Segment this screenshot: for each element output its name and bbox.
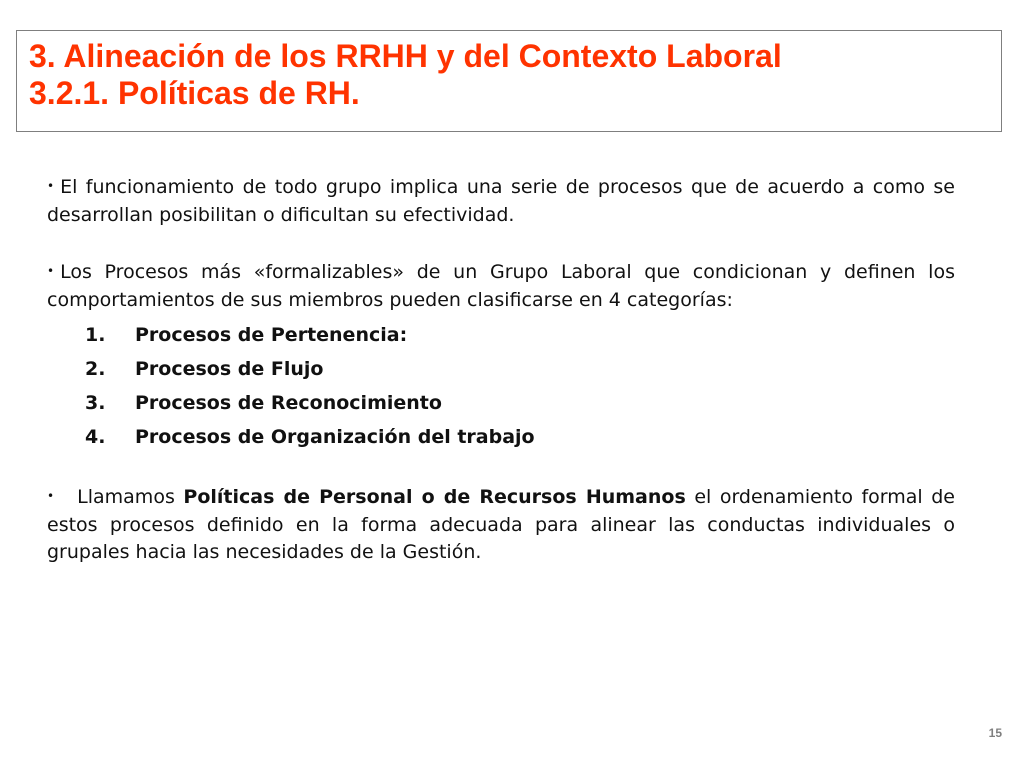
bullet-icon: • bbox=[47, 179, 55, 193]
bullet-text-3-rest: el ordenamiento formal de estos procesos definido en la forma adecuada para alinear las conductas individuales o grupales hacia las necesidades de la Gestión. bbox=[47, 486, 962, 563]
list-item-number: 2. bbox=[85, 358, 106, 380]
bullet-icon: • bbox=[47, 264, 55, 278]
page-number: 15 bbox=[988, 726, 1002, 740]
bullet-paragraph-1 bbox=[47, 173, 955, 229]
list-item bbox=[47, 386, 955, 420]
list-item bbox=[47, 352, 955, 386]
slide-title: 3. Alineación de los RRHH y del Contexto Laboral bbox=[29, 38, 782, 74]
bullet-paragraph-3 bbox=[47, 483, 962, 567]
bullet-text-3-emphasis: Políticas de Personal o de Recursos Humanos bbox=[183, 486, 686, 508]
bullet-text-1: El funcionamiento de todo grupo implica una serie de procesos que de acuerdo a como se desarrollan posibilitan o dificultan su efectividad. bbox=[47, 176, 955, 226]
list-item-text: Procesos de Flujo bbox=[135, 358, 324, 380]
process-list bbox=[47, 318, 955, 454]
list-item bbox=[47, 420, 955, 454]
list-item-number: 3. bbox=[85, 392, 106, 414]
list-item-number: 1. bbox=[85, 324, 106, 346]
list-item bbox=[47, 318, 955, 352]
list-item-text: Procesos de Organización del trabajo bbox=[135, 426, 535, 448]
slide-subtitle: 3.2.1. Políticas de RH. bbox=[29, 75, 360, 111]
bullet-paragraph-2 bbox=[47, 258, 955, 314]
bullet-icon: • bbox=[47, 489, 55, 503]
list-item-text: Procesos de Reconocimiento bbox=[135, 392, 442, 414]
slide-body bbox=[47, 173, 962, 567]
bullet-text-2: Los Procesos más «formalizables» de un Grupo Laboral que condicionan y definen los comportamientos de sus miembros pueden clasificarse en 4 categorías: bbox=[47, 261, 955, 311]
list-item-text: Procesos de Pertenencia: bbox=[135, 324, 408, 346]
title-box bbox=[16, 30, 1002, 132]
bullet-text-3-lead: Llamamos bbox=[60, 486, 184, 508]
list-item-number: 4. bbox=[85, 426, 106, 448]
